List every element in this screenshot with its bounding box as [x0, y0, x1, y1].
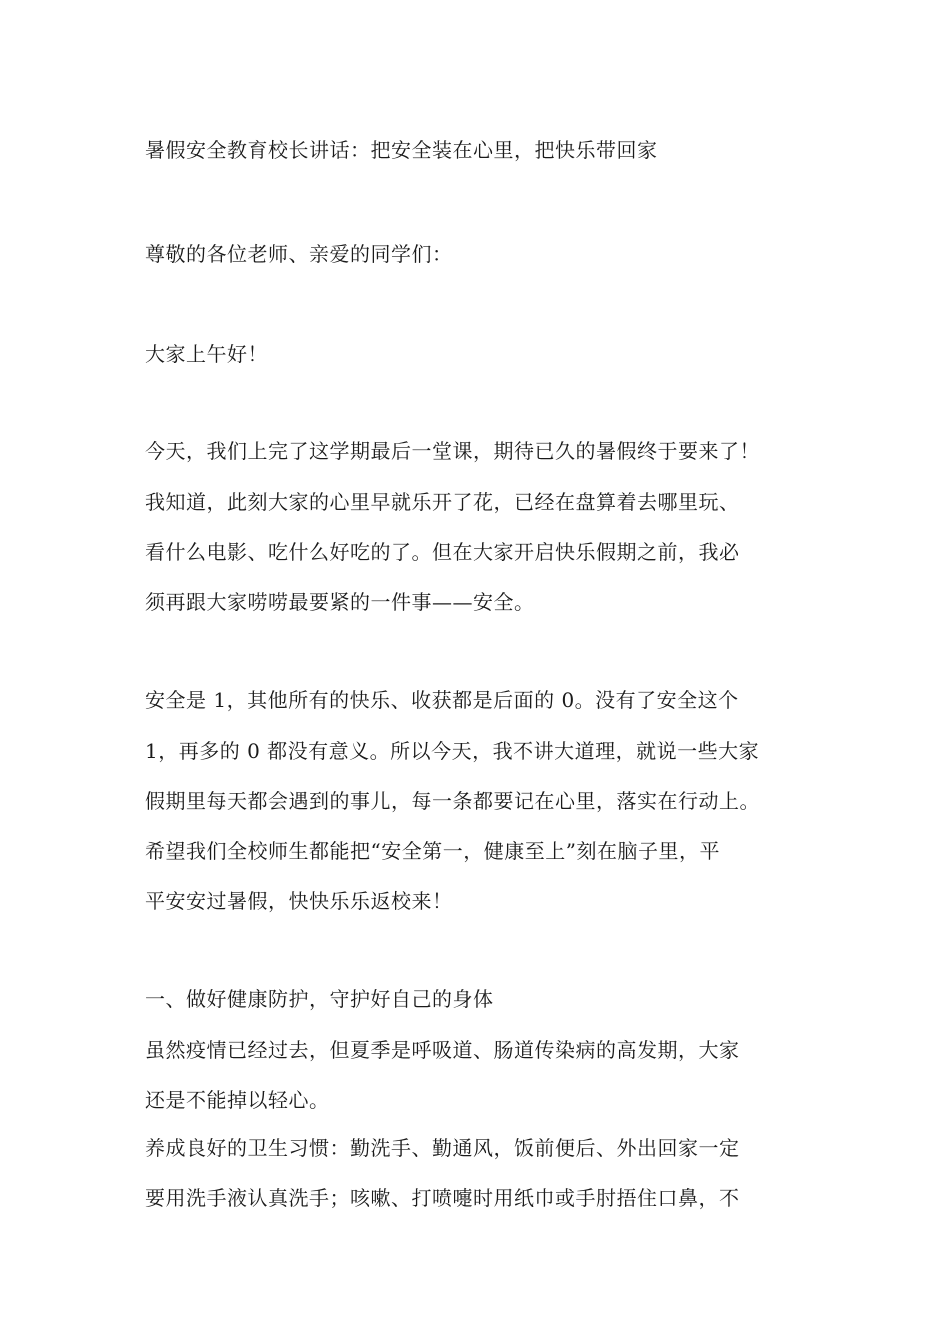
salutation: 尊敬的各位老师、亲爱的同学们： — [145, 242, 453, 266]
paragraph-line: 看什么电影、吃什么好吃的了。但在大家开启快乐假期之前，我必 — [145, 540, 740, 564]
paragraph-line: 还是不能掉以轻心。 — [145, 1088, 330, 1112]
paragraph-line: 养成良好的卫生习惯：勤洗手、勤通风，饭前便后、外出回家一定 — [145, 1136, 740, 1160]
paragraph-line: 今天，我们上完了这学期最后一堂课，期待已久的暑假终于要来了！ — [145, 439, 760, 463]
paragraph-line: 要用洗手液认真洗手；咳嗽、打喷嚏时用纸巾或手肘捂住口鼻，不 — [145, 1186, 740, 1210]
paragraph-line: 希望我们全校师生都能把“安全第一，健康至上”刻在脑子里，平 — [145, 839, 720, 863]
paragraph-line: 虽然疫情已经过去，但夏季是呼吸道、肠道传染病的高发期，大家 — [145, 1038, 740, 1062]
paragraph-line: 平安安过暑假，快快乐乐返校来！ — [145, 889, 453, 913]
paragraph-line: 须再跟大家唠唠最要紧的一件事——安全。 — [145, 590, 535, 614]
paragraph-line: 安全是 1，其他所有的快乐、收获都是后面的 0。没有了安全这个 — [145, 688, 739, 712]
document-title: 暑假安全教育校长讲话：把安全装在心里，把快乐带回家 — [145, 138, 658, 162]
paragraph-line: 假期里每天都会遇到的事儿，每一条都要记在心里，落实在行动上。 — [145, 789, 760, 813]
section-heading: 一、做好健康防护，守护好自己的身体 — [145, 987, 494, 1011]
paragraph-line: 1，再多的 0 都没有意义。所以今天，我不讲大道理，就说一些大家 — [145, 739, 760, 763]
paragraph-line: 我知道，此刻大家的心里早就乐开了花，已经在盘算着去哪里玩、 — [145, 490, 740, 514]
greeting: 大家上午好！ — [145, 342, 268, 366]
